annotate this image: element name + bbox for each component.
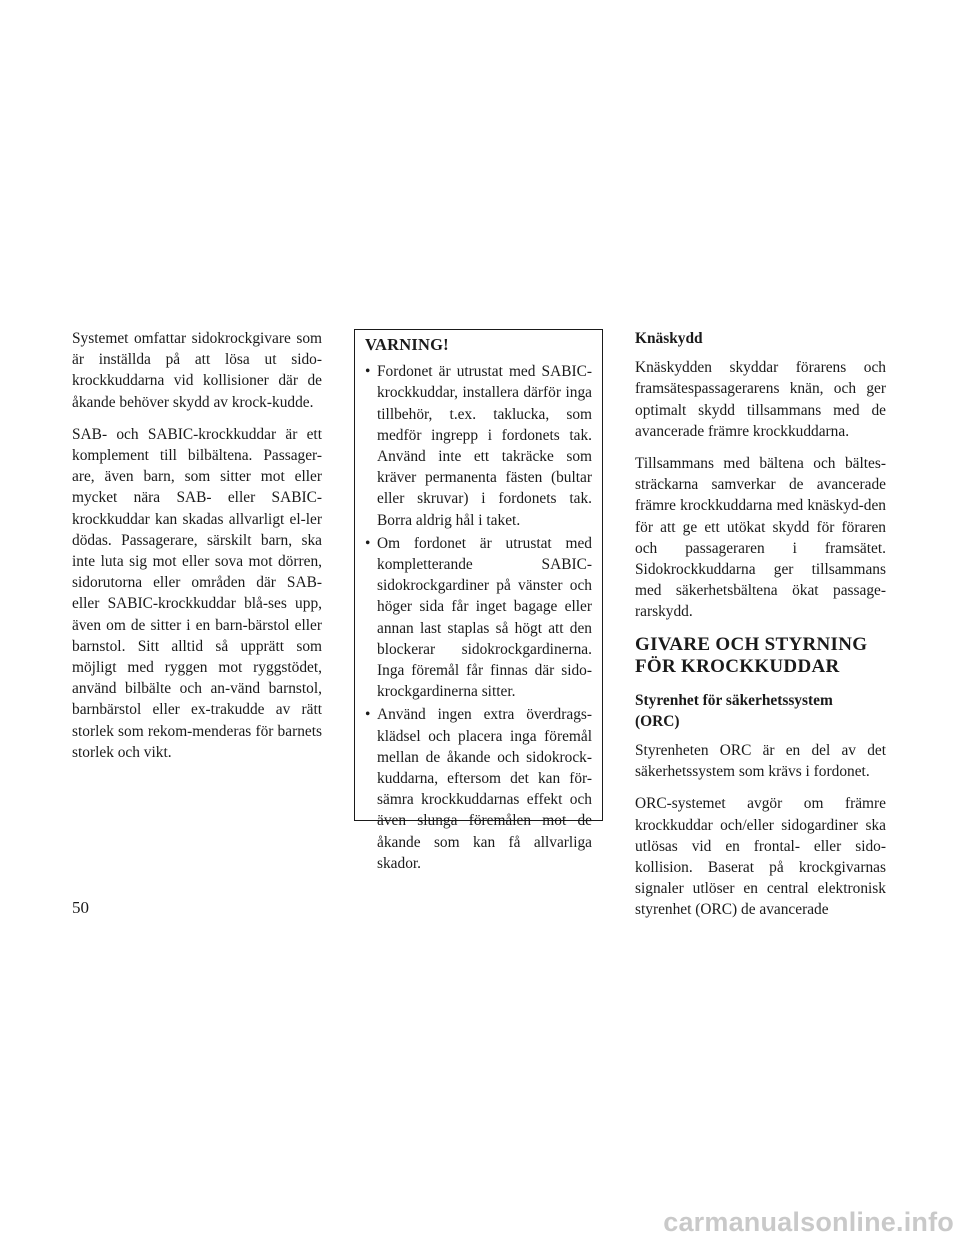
page-number: 50 bbox=[72, 898, 89, 917]
paragraph-knee-protection: Knäskydden skyddar förarens och framsätespassagerarens knän, och ger optimalt skydd tillsammans med de avancerade främre krockkuddarna. bbox=[635, 359, 886, 440]
bullet-icon: • bbox=[365, 706, 371, 724]
warning-item bbox=[365, 361, 592, 531]
paragraph-orc-intro: Styrenheten ORC är en del av det säkerhetssystem som krävs i fordonet. bbox=[635, 742, 886, 781]
paragraph-belt-tensioners: Tillsammans med bältena och bältes-sträckarna samverkar de avancerade främre krockkuddarna med knäskyd-den för att ge ett utökat skydd för föraren och passageraren i framsätet. Sidokrockkuddarna ger tillsammans med säkerhetsbältena ökat passage-rarskydd. bbox=[635, 455, 886, 621]
warning-item bbox=[365, 704, 592, 874]
left-column bbox=[72, 328, 322, 774]
warning-title: VARNING! bbox=[365, 335, 449, 354]
paragraph-orc-system: ORC-systemet avgör om främre krockkuddar och/eller sidogardiner ska utlösas vid en frontal- eller sido-kollision. Baserat på krockgivarnas signaler utlöser en central elektronisk styrenhet (ORC) de avancerade bbox=[635, 795, 886, 919]
orc-heading-line: (ORC) bbox=[635, 712, 680, 730]
watermark: carmanualsonline.info bbox=[663, 1207, 954, 1237]
warning-item-text: Om fordonet är utrustat med kompletterande SABIC-sidokrockgardiner på vänster och höger sida får inget bagage eller annan last staplas så högt att den blockerar sidokrockgardinerna. Inga föremål får finnas där sido-krockgardinerna sitter. bbox=[377, 534, 592, 701]
warning-list bbox=[365, 361, 592, 874]
warning-item-text: Fordonet är utrustat med SABIC-krockkuddar, installera därför inga tillbehör, t.ex. taklucka, som medför ingrepp i fordonets tak. Använd inte ett takräcke som kräver permanenta fästen (bultar eller skruvar) i fordonets tak. Borra aldrig hål i taket. bbox=[377, 363, 592, 529]
paragraph-sab-sabic-warning: SAB- och SABIC-krockkuddar är ett komplement till bilbältena. Passager-are, även barn, som sitter mot eller mycket nära SAB- eller SABIC-krockkuddar kan skadas allvarligt el-ler dödas. Passagerare, särskilt barn, ska inte luta sig mot eller sova mot dörren, sidorutorna eller områden där SAB- eller SABIC-krockkuddar blå-ses upp, även om de sitter i en barn-bärstol eller barnstol. Sitt alltid så upprätt som möjligt med ryggen mot ryggstödet, använd bilbälte och an-vänd barnstol, barnbärstol eller ex-trakudde av rätt storlek som rekom-menderas för barnets storlek och vikt. bbox=[72, 425, 322, 761]
paragraph-side-sensors: Systemet omfattar sidokrockgivare som är inställda på att lösa ut sido-krockkuddarna vid kollisioner där de åkande behöver skydd av krock-kudde. bbox=[72, 330, 322, 411]
warning-item bbox=[365, 533, 592, 703]
section-title bbox=[635, 634, 886, 678]
orc-heading bbox=[635, 690, 886, 732]
warning-box bbox=[354, 329, 603, 872]
section-title-line: GIVARE OCH STYRNING bbox=[635, 633, 868, 655]
bullet-icon: • bbox=[365, 534, 371, 552]
bullet-icon: • bbox=[365, 363, 371, 381]
right-column bbox=[635, 328, 886, 932]
warning-item-text: Använd ingen extra överdrags-klädsel och placera inga föremål mellan de åkande och sidokrock-kuddarna, eftersom det kan för-sämra krockkuddarnas effekt och även slunga föremålen mot de åkande som kan få allvarliga skador. bbox=[377, 706, 592, 872]
knee-protection-heading: Knäskydd bbox=[635, 330, 703, 347]
section-title-line: FÖR KROCKKUDDAR bbox=[635, 655, 840, 677]
orc-heading-line: Styrenhet för säkerhetssystem bbox=[635, 691, 833, 709]
